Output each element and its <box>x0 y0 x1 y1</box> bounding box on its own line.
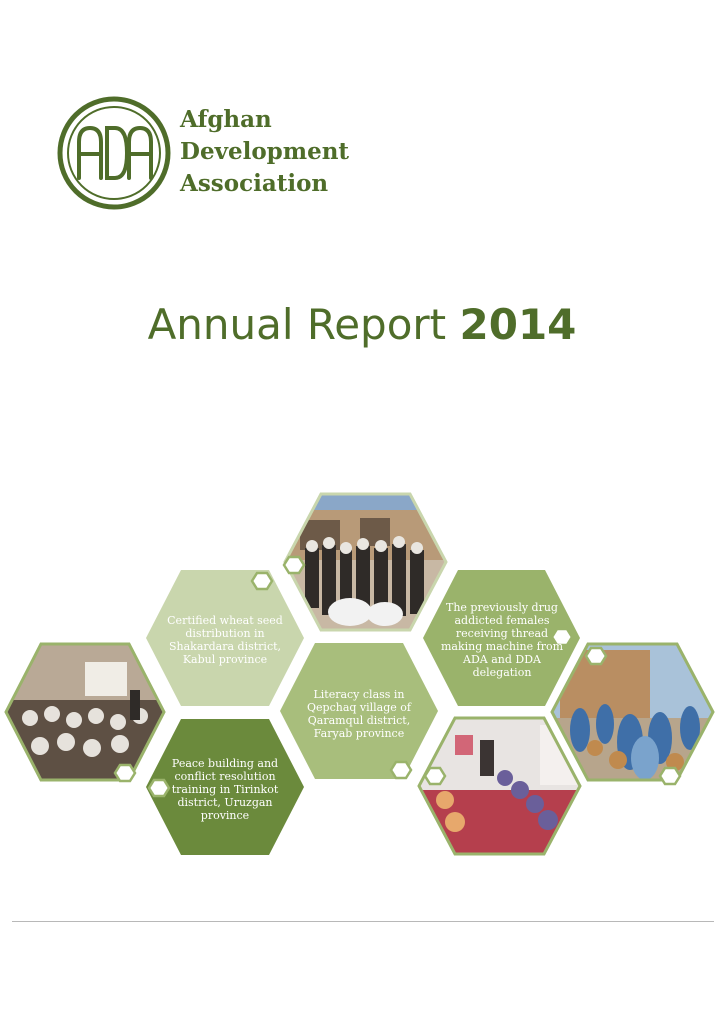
photo-wheat-distribution <box>280 490 450 635</box>
caption-wheat: Certified wheat seed distribution in Shakardara district, Kabul province <box>167 614 283 666</box>
ada-logo <box>57 96 171 210</box>
report-title <box>0 300 724 349</box>
org-name-line-1: Afghan <box>180 106 272 133</box>
org-name-line-2: Development <box>180 138 350 165</box>
photo-thread-machine <box>550 640 720 785</box>
photo-peace-training <box>0 640 170 785</box>
photo-collage <box>0 480 724 880</box>
organization-name <box>180 104 349 200</box>
org-name-line-3: Association <box>180 170 329 197</box>
report-title-prefix: Annual Report <box>147 300 447 349</box>
report-year: 2014 <box>459 300 577 349</box>
footer-divider <box>12 921 714 922</box>
caption-peace: Peace building and conflict resolution training in Tirinkot district, Uruzgan province <box>171 757 279 822</box>
caption-literacy: Literacy class in Qepchaq village of Qaramqul district, Faryab province <box>307 688 411 740</box>
caption-drug: The previously drug addicted females receiving thread making machine from ADA and DDA delegation <box>440 601 564 679</box>
photo-women-workshop <box>415 712 585 862</box>
